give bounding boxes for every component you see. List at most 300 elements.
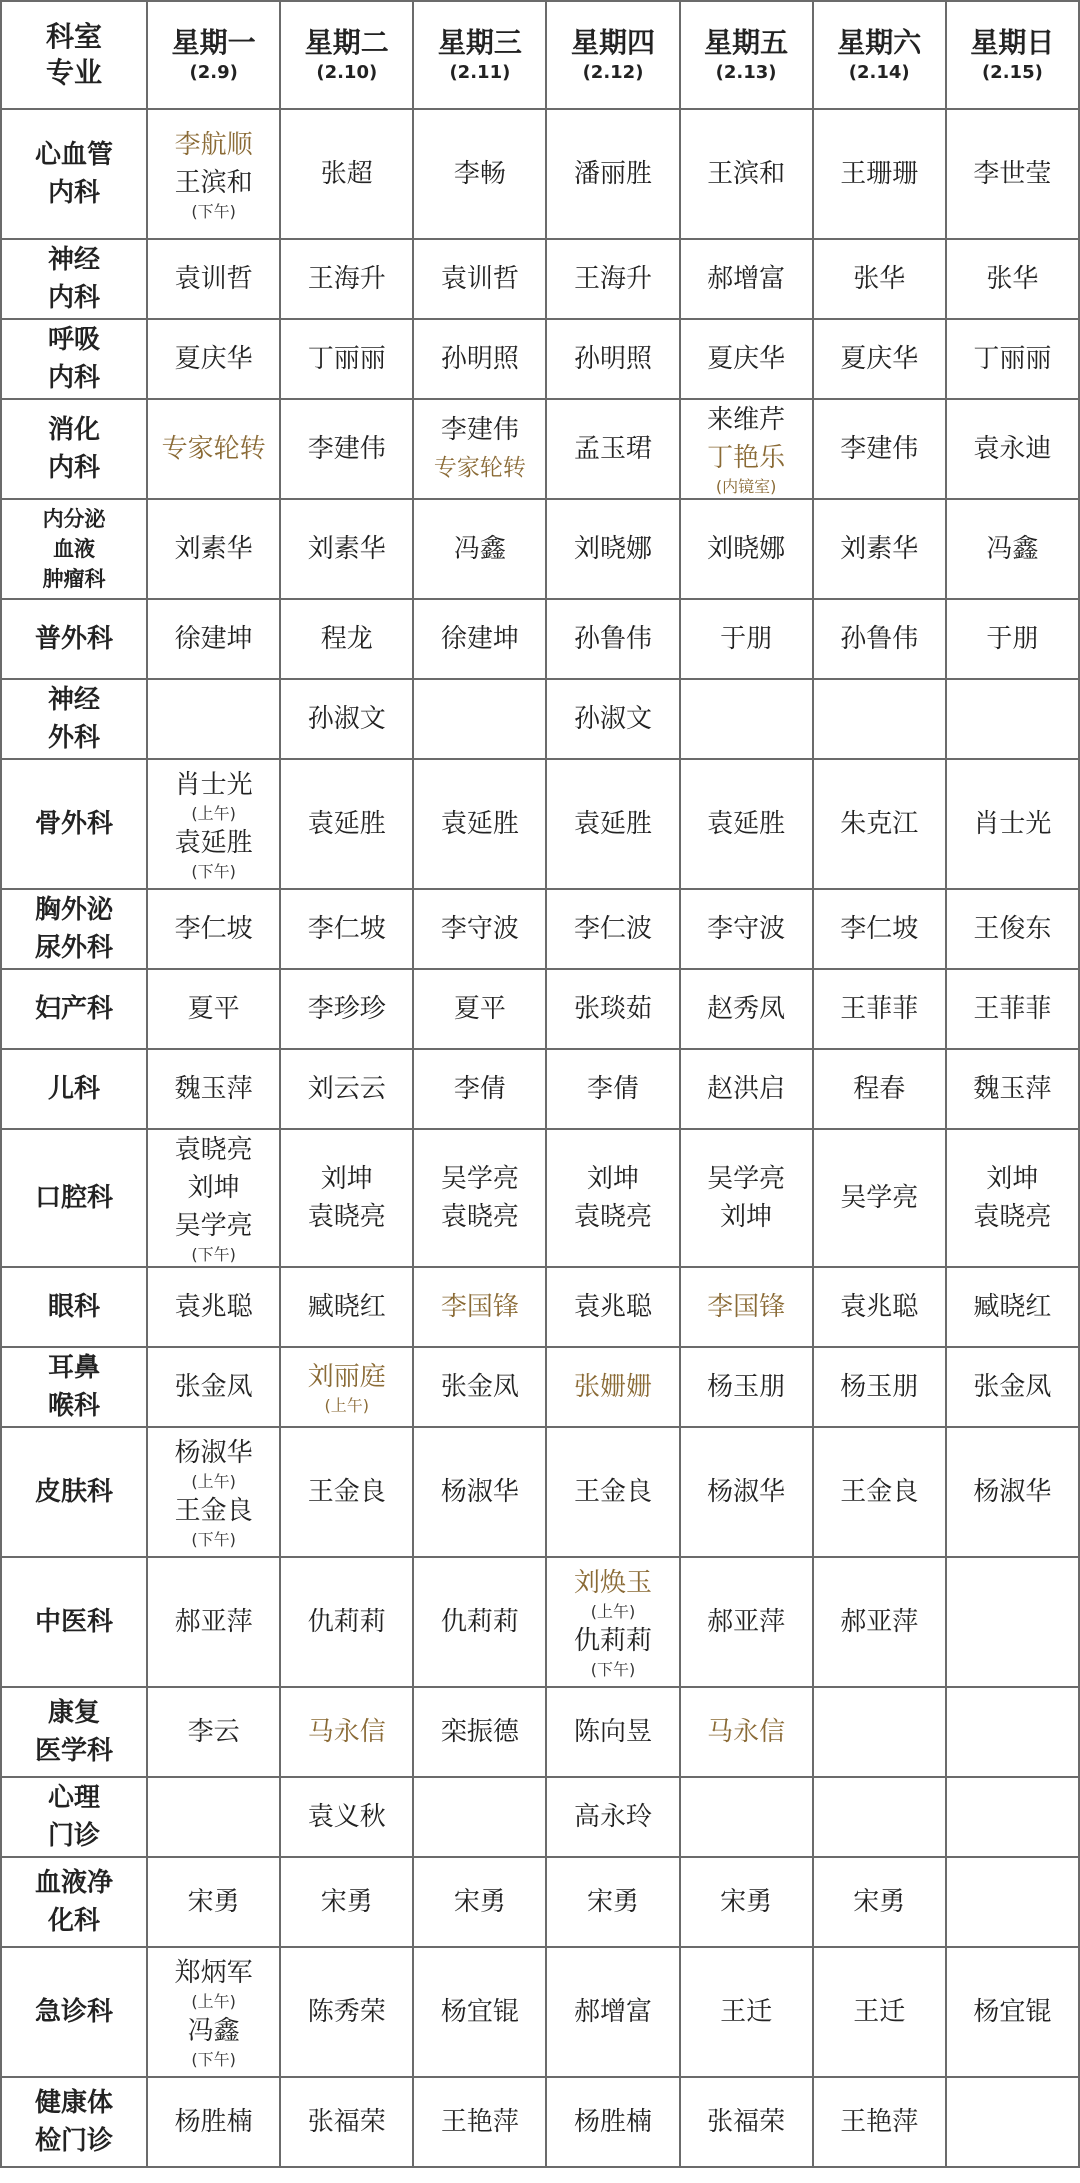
doctor-name: 孙淑文 [307, 704, 386, 734]
dept-name: 呼吸 [48, 325, 101, 355]
dept-name: 耳鼻 [48, 1353, 101, 1383]
time-note: (上午) [191, 804, 236, 823]
schedule-cell [546, 1049, 679, 1129]
doctor-name: 王金良 [307, 1477, 386, 1507]
dept-name: 急诊科 [35, 1997, 114, 2027]
schedule-cell [946, 239, 1079, 319]
doctor-name: 李仁坡 [307, 914, 386, 944]
doctor-name: 李倩 [453, 1074, 506, 1104]
schedule-cell [813, 1049, 946, 1129]
doctor-name: 高永玲 [574, 1802, 653, 1832]
doctor-name: 刘坤 [720, 1202, 773, 1232]
table-row [1, 1347, 1079, 1427]
table-row [1, 239, 1079, 319]
doctor-name: 王迁 [720, 1997, 773, 2027]
schedule-cell [946, 319, 1079, 399]
doctor-name: 李珍珍 [307, 994, 386, 1024]
dept-cell [1, 599, 147, 679]
schedule-cell [813, 1947, 946, 2077]
doctor-name: 李仁波 [574, 914, 653, 944]
schedule-cell [546, 2077, 679, 2167]
schedule-cell [147, 1129, 280, 1267]
doctor-name: 夏庆华 [707, 344, 786, 374]
schedule-cell [147, 239, 280, 319]
schedule-cell [413, 2077, 546, 2167]
schedule-cell [546, 399, 679, 499]
schedule-cell [147, 1049, 280, 1129]
doctor-name: 陈向昱 [574, 1717, 653, 1747]
doctor-name: 李守波 [707, 914, 786, 944]
schedule-cell [413, 399, 546, 499]
doctor-name: 张金凤 [973, 1372, 1052, 1402]
doctor-name: 陈秀荣 [307, 1997, 386, 2027]
time-note: (上午) [191, 1992, 236, 2011]
schedule-cell [147, 319, 280, 399]
doctor-name: 李国锋 [440, 1292, 519, 1322]
schedule-cell [680, 1857, 813, 1947]
day-date: (2.9) [189, 62, 238, 83]
doctor-name: 孙鲁伟 [840, 624, 919, 654]
schedule-cell [147, 1557, 280, 1687]
dept-name: 肿瘤科 [42, 567, 106, 591]
doctor-name: 冯鑫 [187, 2016, 240, 2046]
doctor-name: 张福荣 [707, 2107, 786, 2137]
doctor-name: 冯鑫 [986, 534, 1039, 564]
doctor-name: 刘坤 [187, 1173, 240, 1203]
doctor-name: 郝亚萍 [840, 1607, 919, 1637]
doctor-name: 袁延胜 [574, 809, 653, 839]
schedule-cell [147, 1687, 280, 1777]
schedule-cell [147, 399, 280, 499]
doctor-name: 冯鑫 [453, 534, 506, 564]
schedule-cell [946, 399, 1079, 499]
dept-header [1, 1, 147, 109]
schedule-cell [946, 759, 1079, 889]
doctor-name: 郝增富 [574, 1997, 653, 2027]
schedule-cell [147, 1427, 280, 1557]
doctor-name: 刘晓娜 [707, 534, 786, 564]
schedule-cell [147, 1947, 280, 2077]
doctor-name: 孙鲁伟 [574, 624, 653, 654]
dept-name: 普外科 [35, 624, 114, 654]
doctor-name: 张姗姗 [574, 1372, 653, 1402]
table-row [1, 889, 1079, 969]
doctor-name: 程春 [853, 1074, 906, 1104]
doctor-name: 丁丽丽 [973, 344, 1052, 374]
table-row [1, 969, 1079, 1049]
doctor-name: 刘晓娜 [574, 534, 653, 564]
schedule-cell [813, 1857, 946, 1947]
schedule-cell [680, 1947, 813, 2077]
dept-cell [1, 1347, 147, 1427]
schedule-cell [546, 599, 679, 679]
schedule-cell [546, 889, 679, 969]
schedule-cell [813, 1347, 946, 1427]
day-name: 星期三 [437, 26, 522, 59]
schedule-cell [680, 499, 813, 599]
schedule-cell [147, 2077, 280, 2167]
doctor-name: 肖士光 [973, 809, 1052, 839]
doctor-name: 王迁 [853, 1997, 906, 2027]
schedule-cell [946, 1427, 1079, 1557]
doctor-name: 袁延胜 [174, 828, 253, 858]
schedule-cell [413, 1777, 546, 1857]
schedule-cell [413, 1049, 546, 1129]
doctor-name: 袁晓亮 [574, 1202, 653, 1232]
doctor-name: 王海升 [574, 264, 653, 294]
schedule-cell [413, 1857, 546, 1947]
doctor-name: 李建伟 [307, 434, 386, 464]
dept-name: 血液净 [35, 1868, 114, 1898]
schedule-cell [280, 969, 413, 1049]
schedule-cell [280, 1857, 413, 1947]
schedule-cell [813, 1267, 946, 1347]
table-row [1, 1947, 1079, 2077]
dept-name: 尿外科 [35, 933, 114, 963]
doctor-name: 袁延胜 [707, 809, 786, 839]
table-row [1, 499, 1079, 599]
doctor-name: 仇莉莉 [574, 1626, 653, 1656]
schedule-cell [413, 109, 546, 239]
doctor-name: 李建伟 [440, 415, 519, 445]
schedule-body [1, 109, 1079, 2167]
doctor-name: 潘丽胜 [574, 159, 653, 189]
schedule-cell [946, 1687, 1079, 1777]
doctor-name: 夏庆华 [174, 344, 253, 374]
schedule-cell [280, 1267, 413, 1347]
doctor-name: 刘丽庭 [307, 1362, 386, 1392]
doctor-name: 杨淑华 [440, 1477, 519, 1507]
doctor-name: 袁兆聪 [574, 1292, 653, 1322]
schedule-cell [680, 319, 813, 399]
doctor-name: 孙淑文 [574, 704, 653, 734]
doctor-name: 宋勇 [187, 1887, 240, 1917]
schedule-cell [946, 1947, 1079, 2077]
doctor-name: 程龙 [320, 624, 373, 654]
doctor-name: 吴学亮 [174, 1211, 253, 1241]
day-date: (2.14) [848, 62, 910, 83]
schedule-cell [813, 2077, 946, 2167]
doctor-name: 栾振德 [440, 1717, 519, 1747]
schedule-cell [413, 1947, 546, 2077]
table-row [1, 399, 1079, 499]
day-date: (2.15) [981, 62, 1043, 83]
schedule-cell [147, 1857, 280, 1947]
schedule-cell [946, 1129, 1079, 1267]
schedule-cell [280, 679, 413, 759]
dept-name: 化科 [48, 1906, 101, 1936]
schedule-cell [546, 499, 679, 599]
doctor-name: 刘素华 [840, 534, 919, 564]
dept-cell [1, 679, 147, 759]
schedule-cell [546, 1347, 679, 1427]
schedule-cell [413, 599, 546, 679]
doctor-name: 李仁坡 [174, 914, 253, 944]
schedule-cell [546, 1777, 679, 1857]
doctor-name: 袁永迪 [973, 434, 1052, 464]
doctor-name: 仇莉莉 [307, 1607, 386, 1637]
day-name: 星期二 [304, 26, 389, 59]
doctor-name: 来维芹 [707, 405, 786, 435]
doctor-name: 王金良 [174, 1496, 253, 1526]
doctor-name: 李守波 [440, 914, 519, 944]
doctor-name: 王珊珊 [840, 159, 919, 189]
schedule-cell [946, 499, 1079, 599]
doctor-name: 臧晓红 [973, 1292, 1052, 1322]
doctor-name: 杨淑华 [174, 1438, 253, 1468]
dept-name: 消化 [48, 415, 101, 445]
doctor-name: 吴学亮 [840, 1183, 919, 1213]
doctor-name: 郝增富 [707, 264, 786, 294]
doctor-name: 张琰茹 [574, 994, 653, 1024]
schedule-cell [813, 1129, 946, 1267]
doctor-name: 杨宜锟 [973, 1997, 1052, 2027]
time-note: (下午) [191, 1530, 236, 1549]
table-row [1, 1427, 1079, 1557]
schedule-cell [946, 889, 1079, 969]
schedule-cell [813, 1777, 946, 1857]
dept-name: 内科 [48, 178, 101, 208]
schedule-cell [280, 499, 413, 599]
schedule-cell [280, 239, 413, 319]
doctor-name: 于朋 [986, 624, 1039, 654]
schedule-cell [147, 599, 280, 679]
dept-header-line1: 科室 [46, 20, 103, 53]
dept-header-line2: 专业 [46, 56, 103, 89]
doctor-name: 王菲菲 [840, 994, 919, 1024]
doctor-name: 李建伟 [840, 434, 919, 464]
doctor-name: 孟玉珺 [574, 434, 653, 464]
doctor-name: 李倩 [587, 1074, 640, 1104]
dept-name: 血液 [53, 537, 96, 561]
header-row [1, 1, 1079, 109]
doctor-name: 王滨和 [174, 168, 253, 198]
dept-name: 神经 [48, 685, 101, 715]
schedule-cell [946, 1347, 1079, 1427]
schedule-cell [280, 399, 413, 499]
doctor-name: 徐建坤 [174, 624, 253, 654]
dept-name: 内科 [48, 453, 101, 483]
time-note: (下午) [191, 202, 236, 221]
doctor-name: 刘云云 [307, 1074, 386, 1104]
doctor-name: 袁晓亮 [174, 1135, 253, 1165]
schedule-cell [280, 319, 413, 399]
schedule-cell [813, 499, 946, 599]
schedule-cell [147, 1347, 280, 1427]
schedule-cell [147, 1267, 280, 1347]
schedule-cell [813, 759, 946, 889]
schedule-cell [546, 1947, 679, 2077]
doctor-name: 朱克江 [840, 809, 919, 839]
doctor-name: 王艳萍 [440, 2107, 519, 2137]
doctor-name: 袁延胜 [440, 809, 519, 839]
doctor-name: 专家轮转 [161, 434, 266, 464]
dept-cell [1, 1857, 147, 1947]
schedule-cell [413, 1129, 546, 1267]
dept-name: 检门诊 [35, 2126, 114, 2156]
table-row [1, 1687, 1079, 1777]
doctor-name: 马永信 [307, 1717, 386, 1747]
dept-name: 儿科 [48, 1074, 101, 1104]
table-row [1, 1049, 1079, 1129]
day-header-sat [813, 1, 946, 109]
doctor-name: 徐建坤 [440, 624, 519, 654]
doctor-name: 赵秀凤 [707, 994, 786, 1024]
schedule-cell [680, 239, 813, 319]
table-row [1, 1777, 1079, 1857]
schedule-cell [147, 499, 280, 599]
schedule-cell [413, 969, 546, 1049]
schedule-cell [680, 1267, 813, 1347]
schedule-cell [413, 239, 546, 319]
table-row [1, 1129, 1079, 1267]
schedule-cell [946, 2077, 1079, 2167]
time-note: (下午) [191, 2050, 236, 2069]
doctor-name: 吴学亮 [440, 1164, 519, 1194]
schedule-cell [946, 599, 1079, 679]
doctor-name: 袁晓亮 [440, 1202, 519, 1232]
doctor-name: 肖士光 [174, 770, 253, 800]
doctor-name: 王海升 [307, 264, 386, 294]
schedule-cell [680, 1347, 813, 1427]
schedule-cell [280, 1129, 413, 1267]
schedule-cell [813, 239, 946, 319]
table-row [1, 319, 1079, 399]
schedule-cell [813, 679, 946, 759]
doctor-name: 袁兆聪 [840, 1292, 919, 1322]
doctor-name: 袁兆聪 [174, 1292, 253, 1322]
doctor-name: 马永信 [707, 1717, 786, 1747]
doctor-name: 刘素华 [307, 534, 386, 564]
doctor-name: 杨胜楠 [174, 2107, 253, 2137]
doctor-name: 张华 [853, 264, 906, 294]
dept-name: 骨外科 [35, 809, 114, 839]
schedule-cell [813, 319, 946, 399]
schedule-cell [813, 599, 946, 679]
schedule-cell [546, 109, 679, 239]
schedule-cell [280, 1347, 413, 1427]
schedule-cell [280, 1687, 413, 1777]
doctor-name: 王菲菲 [973, 994, 1052, 1024]
dept-name: 内科 [48, 283, 101, 313]
time-note: (上午) [324, 1396, 370, 1415]
dept-cell [1, 499, 147, 599]
schedule-cell [680, 1049, 813, 1129]
schedule-cell [680, 1557, 813, 1687]
dept-cell [1, 889, 147, 969]
day-name: 星期四 [571, 26, 656, 59]
dept-cell [1, 759, 147, 889]
schedule-cell [280, 759, 413, 889]
dept-name: 心血管 [35, 140, 114, 170]
doctor-name: 宋勇 [587, 1887, 640, 1917]
table-row [1, 109, 1079, 239]
schedule-cell [813, 1687, 946, 1777]
doctor-name: 张福荣 [307, 2107, 386, 2137]
doctor-name: 袁延胜 [307, 809, 386, 839]
doctor-name: 李畅 [453, 159, 506, 189]
schedule-cell [946, 1049, 1079, 1129]
schedule-cell [546, 1687, 679, 1777]
schedule-cell [546, 1557, 679, 1687]
schedule-cell [147, 679, 280, 759]
schedule-cell [946, 1777, 1079, 1857]
schedule-cell [413, 499, 546, 599]
schedule-cell [147, 969, 280, 1049]
dept-name: 胸外泌 [35, 895, 114, 925]
dept-name: 心理 [48, 1783, 101, 1813]
time-note: (上午) [590, 1602, 636, 1621]
doctor-name: 刘坤 [587, 1164, 640, 1194]
schedule-cell [813, 889, 946, 969]
schedule-cell [680, 679, 813, 759]
schedule-cell [280, 1427, 413, 1557]
dept-name: 内分泌 [42, 507, 106, 531]
day-name: 星期一 [171, 26, 256, 59]
dept-cell [1, 1049, 147, 1129]
schedule-cell [147, 759, 280, 889]
doctor-name: 丁丽丽 [307, 344, 386, 374]
day-header-tue [280, 1, 413, 109]
doctor-name: 杨淑华 [707, 1477, 786, 1507]
doctor-name: 夏庆华 [840, 344, 919, 374]
day-date: (2.13) [715, 62, 777, 83]
schedule-cell [813, 399, 946, 499]
schedule-cell [546, 1129, 679, 1267]
schedule-cell [280, 599, 413, 679]
table-row [1, 599, 1079, 679]
doctor-name: 王俊东 [973, 914, 1052, 944]
table-row [1, 1267, 1079, 1347]
schedule-cell [280, 1049, 413, 1129]
schedule-cell [680, 399, 813, 499]
dept-name: 喉科 [48, 1391, 101, 1421]
dept-name: 中医科 [35, 1607, 114, 1637]
doctor-name: 杨玉朋 [707, 1372, 786, 1402]
day-header-fri [680, 1, 813, 109]
doctor-name: 夏平 [187, 994, 240, 1024]
doctor-name: 袁训哲 [440, 264, 519, 294]
schedule-cell [280, 1947, 413, 2077]
dept-cell [1, 109, 147, 239]
doctor-name: 宋勇 [320, 1887, 373, 1917]
schedule-cell [546, 319, 679, 399]
dept-name: 眼科 [48, 1292, 101, 1322]
schedule-cell [946, 969, 1079, 1049]
time-note: (下午) [191, 862, 236, 881]
doctor-name: 郑炳军 [174, 1958, 253, 1988]
dept-name: 口腔科 [35, 1183, 114, 1213]
doctor-name: 刘焕玉 [574, 1568, 653, 1598]
doctor-name: 丁艳乐 [707, 443, 786, 473]
doctor-name: 夏平 [453, 994, 506, 1024]
schedule-cell [546, 239, 679, 319]
schedule-cell [546, 1857, 679, 1947]
schedule-cell [680, 759, 813, 889]
dept-name: 皮肤科 [35, 1477, 114, 1507]
doctor-name: 张超 [320, 159, 373, 189]
doctor-name: 李世莹 [973, 159, 1052, 189]
dept-name: 康复 [48, 1698, 101, 1728]
day-name: 星期六 [837, 26, 922, 59]
schedule-cell [680, 889, 813, 969]
dept-cell [1, 239, 147, 319]
doctor-name: 于朋 [720, 624, 773, 654]
schedule-cell [946, 1267, 1079, 1347]
doctor-name: 李仁坡 [840, 914, 919, 944]
doctor-name: 李国锋 [707, 1292, 786, 1322]
doctor-name: 刘素华 [174, 534, 253, 564]
